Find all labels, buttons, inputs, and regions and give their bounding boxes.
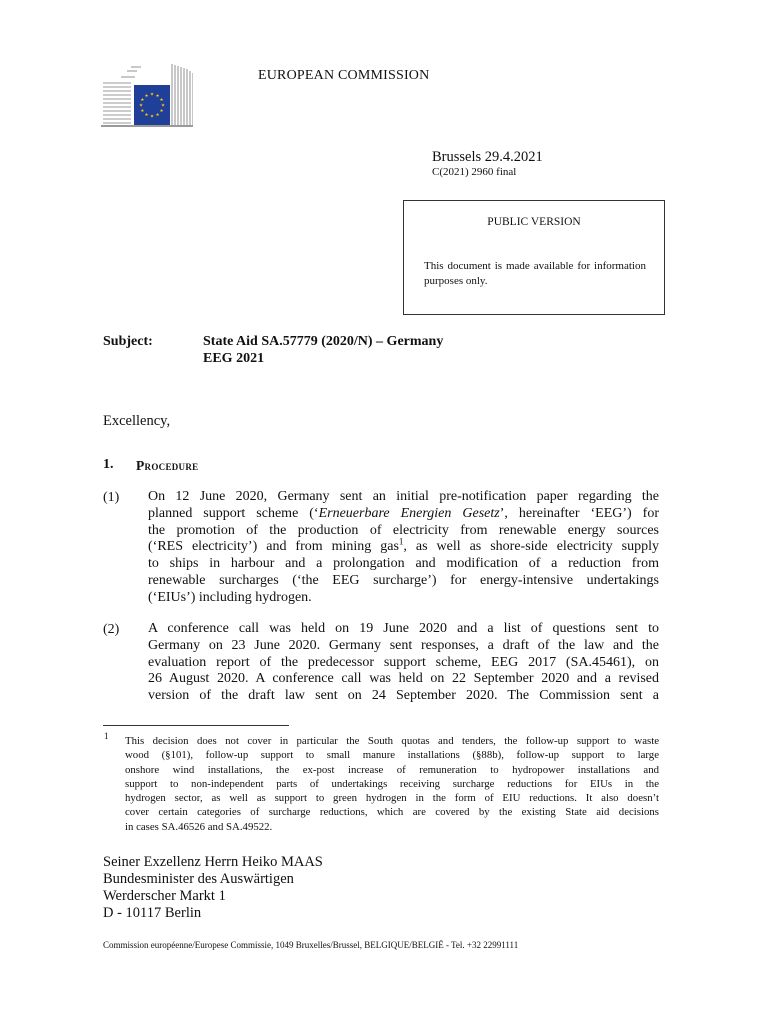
- paragraph-line: evaluation report of the predecessor support scheme, EEG 2017 (SA.45461), on: [148, 654, 659, 670]
- page-footer: Commission européenne/Europese Commissie, 1049 Bruxelles/Brussel, BELGIQUE/BELGIË - Tel. +32 22991111: [103, 940, 519, 950]
- footnote-line: This decision does not cover in particular the South quotas and tenders, the follow-up support to waste: [125, 735, 659, 747]
- eu-star-icon: ★: [155, 112, 160, 118]
- footnote-reference[interactable]: 1: [398, 536, 404, 547]
- paragraph-line-with-italic: planned support scheme (‘Erneuerbare Energien Gesetz’, hereinafter ‘EEG’) for: [148, 505, 659, 521]
- city-date: Brussels 29.4.2021: [432, 149, 543, 165]
- subject-line-2: EEG 2021: [203, 351, 265, 366]
- greeting: Excellency,: [103, 413, 171, 429]
- addressee-title: Bundesminister des Auswärtigen: [103, 871, 294, 887]
- footnote-line: support to non-independent parts of undertakings receiving surcharge reductions for EIUs in the: [125, 777, 659, 790]
- eu-star-icon: ★: [138, 102, 144, 108]
- eu-star-icon: ★: [144, 112, 149, 118]
- public-version-title: PUBLIC VERSION: [487, 216, 581, 228]
- addressee-street: Werderscher Markt 1: [103, 888, 226, 904]
- eu-star-icon: ★: [140, 97, 145, 103]
- footnote-text: [125, 734, 659, 834]
- paragraph-line: the promotion of the production of electricity from renewable energy sources: [148, 522, 659, 538]
- footnote-line: hydrogen sector, as well as support to green hydrogen in the form of EIU reductions. It also doesn’t: [125, 792, 659, 805]
- eu-star-icon: ★: [155, 93, 160, 99]
- paragraph-number: (2): [103, 622, 120, 637]
- european-commission-logo-icon: [101, 63, 193, 127]
- eu-star-icon: ★: [159, 108, 164, 114]
- section-number: 1.: [103, 457, 114, 472]
- footnote-number: 1: [104, 731, 109, 741]
- eu-star-icon: ★: [144, 93, 149, 99]
- paragraph-line: On 12 June 2020, Germany sent an initial pre-notification paper regarding the: [148, 489, 659, 504]
- paragraph-line: renewable surcharges (‘the EEG surcharge’) for energy-intensive undertakings: [148, 572, 659, 588]
- footnote-line: in cases SA.46526 and SA.49522.: [125, 820, 273, 833]
- footnote-separator: [103, 725, 289, 726]
- addressee-city: D - 10117 Berlin: [103, 905, 202, 921]
- paragraph-line: version of the draft law sent on 24 September 2020. The Commission sent a: [148, 688, 659, 704]
- paragraph-line: 26 August 2020. A conference call was held on 22 September 2020 and a revised: [148, 671, 659, 687]
- public-version-box: [403, 200, 665, 315]
- paragraph-2: [148, 621, 659, 705]
- paragraph-line-with-footnote-ref: (‘RES electricity’) and from mining gas$^1$, as well as shore-side electricity supply: [148, 536, 659, 555]
- eu-star-icon: ★: [159, 97, 164, 103]
- eu-star-icon: ★: [149, 113, 155, 119]
- subject-label: Subject:: [103, 334, 153, 349]
- eu-star-icon: ★: [160, 102, 166, 108]
- eu-star-icon: ★: [140, 108, 145, 114]
- footnote-line: cover certain categories of surcharge reductions, which are covered by the existing State aid decisions: [125, 806, 659, 819]
- paragraph-line: (‘EIUs’) including hydrogen.: [148, 589, 312, 605]
- subject-line-1: State Aid SA.57779 (2020/N) – Germany: [203, 334, 444, 349]
- footnote-line: onshore wind installations, the ex-post increase of remuneration to hydropower installations and: [125, 763, 659, 776]
- law-name-italic: Erneuerbare Energien Gesetz: [318, 505, 500, 521]
- addressee-name: Seiner Exzellenz Herrn Heiko MAAS: [103, 854, 323, 870]
- footnote-line: wood (§101), follow-up support to small manure installations (§88b), follow-up support to large: [125, 749, 659, 762]
- paragraph-number: (1): [103, 490, 120, 505]
- public-version-text: This document is made available for information purposes only.: [424, 260, 646, 287]
- paragraph-line: Germany on 23 June 2020. Germany sent responses, a draft of the law and the: [148, 637, 659, 653]
- eu-star-icon: ★: [149, 91, 155, 97]
- paragraph-1: [148, 489, 659, 607]
- paragraph-line: to ships in harbour and a prolongation and modification of a reduction from: [148, 556, 659, 572]
- paragraph-line: A conference call was held on 19 June 2020 and a list of questions sent to: [148, 621, 659, 636]
- institution-name: EUROPEAN COMMISSION: [258, 68, 430, 83]
- section-title: Procedure: [136, 458, 199, 473]
- document-reference: C(2021) 2960 final: [432, 166, 517, 178]
